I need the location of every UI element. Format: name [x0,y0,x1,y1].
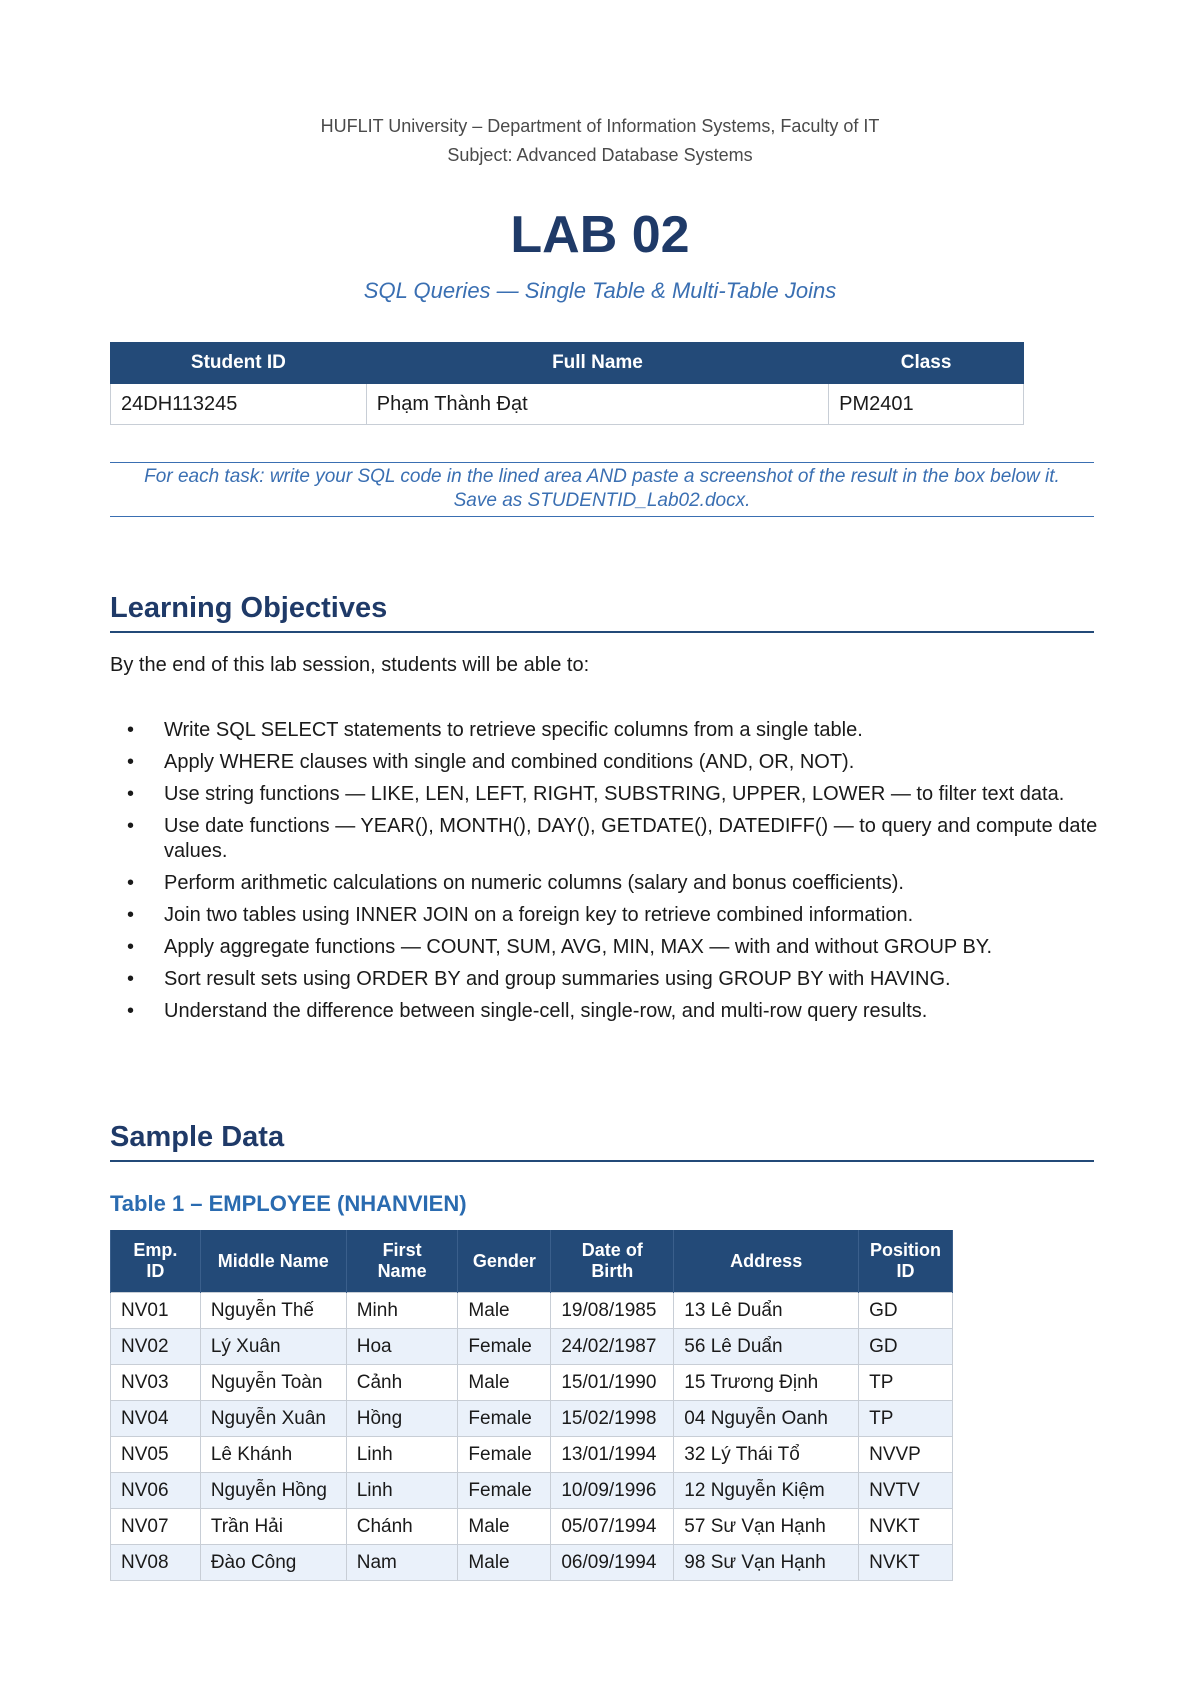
table-cell: 10/09/1996 [551,1473,674,1509]
table-cell: Male [458,1365,551,1401]
employee-table-body [111,1293,953,1581]
table-cell: NV04 [111,1401,201,1437]
table-cell: Nguyễn Hồng [200,1473,346,1509]
column-header [346,1230,458,1293]
table-cell: NVKT [859,1509,953,1545]
table-cell: 13/01/1994 [551,1437,674,1473]
column-header-text: Birth [591,1261,634,1281]
table-cell: Trần Hải [200,1509,346,1545]
column-header-text: Middle Name [217,1250,329,1271]
lab-subtitle: SQL Queries — Single Table & Multi-Table Joins [363,278,837,303]
class-value: PM2401 [829,384,1024,425]
column-header [859,1230,953,1293]
column-header-text: Address [730,1250,803,1271]
sample-data-heading: Sample Data [110,1121,1094,1162]
table-cell: Cảnh [346,1365,458,1401]
column-header-text: ID [896,1261,915,1281]
table-cell: 04 Nguyễn Oanh [674,1401,859,1437]
table-cell: Minh [346,1293,458,1329]
table-row [111,1437,953,1473]
table-cell: 15 Trương Định [674,1365,859,1401]
subject-line: Subject: Advanced Database Systems [447,145,753,165]
table-cell: Lê Khánh [200,1437,346,1473]
table-cell: NV02 [111,1329,201,1365]
list-item [110,871,1100,896]
table-cell: Female [458,1473,551,1509]
column-header-text: First [382,1240,422,1260]
column-header [458,1230,551,1293]
column-header [111,1230,201,1293]
bullet-icon: • [127,872,135,894]
table-cell: NVVP [859,1437,953,1473]
table-cell: GD [859,1293,953,1329]
objective-text: Join two tables using INNER JOIN on a foreign key to retrieve combined information. [164,904,914,926]
table-cell: 15/02/1998 [551,1401,674,1437]
table-cell: NV06 [111,1473,201,1509]
employee-table [110,1230,953,1581]
employee-table-header-row [111,1230,953,1293]
list-item [110,814,1100,864]
table-cell: 32 Lý Thái Tổ [674,1437,859,1473]
objective-text: Perform arithmetic calculations on numeric columns (salary and bonus coefficients). [164,872,904,894]
bullet-icon: • [127,904,135,926]
instruction-line-1: For each task: write your SQL code in the lined area AND paste a screenshot of the result in the box below it. [144,466,1060,487]
table-cell: Linh [346,1473,458,1509]
bullet-icon: • [127,968,135,990]
instruction-note [110,462,1094,517]
table-cell: Chánh [346,1509,458,1545]
table-cell: 05/07/1994 [551,1509,674,1545]
table-cell: Hồng [346,1401,458,1437]
table-cell: TP [859,1365,953,1401]
table-cell: 98 Sư Vạn Hạnh [674,1545,859,1581]
table-cell: Hoa [346,1329,458,1365]
column-header-text: ID [146,1261,165,1281]
column-header [200,1230,346,1293]
list-item [110,903,1100,928]
table-cell: Nam [346,1545,458,1581]
bullet-icon: • [127,1000,135,1022]
table-cell: Male [458,1545,551,1581]
list-item [110,718,1100,743]
table-cell: NV07 [111,1509,201,1545]
objective-text: Understand the difference between single-cell, single-row, and multi-row query results. [164,1000,928,1022]
bullet-icon: • [127,783,135,805]
class-header: Class [829,343,1024,384]
objectives-intro: By the end of this lab session, students will be able to: [110,654,590,676]
bullet-icon: • [127,751,135,773]
list-item [110,935,1100,960]
table-cell: 57 Sư Vạn Hạnh [674,1509,859,1545]
column-header [551,1230,674,1293]
table-row [111,1293,953,1329]
table-cell: Female [458,1437,551,1473]
table-cell: 12 Nguyễn Kiệm [674,1473,859,1509]
objectives-list [110,718,1100,1031]
student-id-header: Student ID [111,343,367,384]
table-row [111,1365,953,1401]
table-cell: 15/01/1990 [551,1365,674,1401]
table-cell: Male [458,1509,551,1545]
table-cell: 06/09/1994 [551,1545,674,1581]
objective-text: Apply WHERE clauses with single and combined conditions (AND, OR, NOT). [164,751,855,773]
table-cell: Female [458,1401,551,1437]
bullet-icon: • [127,719,135,741]
column-header-text: Name [377,1261,427,1281]
column-header-text: Position [870,1240,942,1260]
list-item [110,750,1100,775]
table-cell: 13 Lê Duẩn [674,1293,859,1329]
full-name-header: Full Name [366,343,828,384]
objective-text: Sort result sets using ORDER BY and group summaries using GROUP BY with HAVING. [164,968,951,990]
table-row [111,1329,953,1365]
table-cell: Nguyễn Toàn [200,1365,346,1401]
list-item [110,782,1100,807]
objective-text: Use string functions — LIKE, LEN, LEFT, RIGHT, SUBSTRING, UPPER, LOWER — to filter text data. [164,783,1065,805]
student-info-table [110,342,1024,425]
column-header [674,1230,859,1293]
column-header-text: Gender [472,1250,536,1271]
table-cell: NVTV [859,1473,953,1509]
table-row [111,1509,953,1545]
table-cell: Linh [346,1437,458,1473]
table-cell: Đào Công [200,1545,346,1581]
table-cell: Lý Xuân [200,1329,346,1365]
table-cell: Nguyễn Thế [200,1293,346,1329]
table-row [111,1473,953,1509]
student-id-value: 24DH113245 [111,384,367,425]
table-cell: Female [458,1329,551,1365]
table-cell: Male [458,1293,551,1329]
instruction-line-2: Save as STUDENTID_Lab02.docx. [453,490,751,511]
table-cell: NV03 [111,1365,201,1401]
table-cell: NV01 [111,1293,201,1329]
bullet-icon: • [127,815,135,837]
employee-table-title: Table 1 – EMPLOYEE (NHANVIEN) [110,1191,467,1216]
table-cell: NVKT [859,1545,953,1581]
table-row [111,1545,953,1581]
table-row [111,1401,953,1437]
list-item [110,999,1100,1024]
objective-text: Apply aggregate functions — COUNT, SUM, AVG, MIN, MAX — with and without GROUP BY. [164,936,993,958]
objective-text: Use date functions — YEAR(), MONTH(), DAY(), GETDATE(), DATEDIFF() — to query and compute date values. [164,815,1098,862]
table-cell: 19/08/1985 [551,1293,674,1329]
list-item [110,967,1100,992]
table-cell: 24/02/1987 [551,1329,674,1365]
table-cell: NV08 [111,1545,201,1581]
full-name-value: Phạm Thành Đạt [366,384,828,425]
university-header: HUFLIT University – Department of Information Systems, Faculty of IT [320,116,880,136]
objective-text: Write SQL SELECT statements to retrieve specific columns from a single table. [164,719,863,741]
table-cell: Nguyễn Xuân [200,1401,346,1437]
column-header-text: Emp. [133,1240,178,1260]
lab-title: LAB 02 [510,206,690,264]
table-cell: GD [859,1329,953,1365]
bullet-icon: • [127,936,135,958]
table-cell: TP [859,1401,953,1437]
learning-objectives-heading: Learning Objectives [110,592,1094,633]
table-cell: 56 Lê Duẩn [674,1329,859,1365]
table-cell: NV05 [111,1437,201,1473]
column-header-text: Date of [581,1240,643,1260]
